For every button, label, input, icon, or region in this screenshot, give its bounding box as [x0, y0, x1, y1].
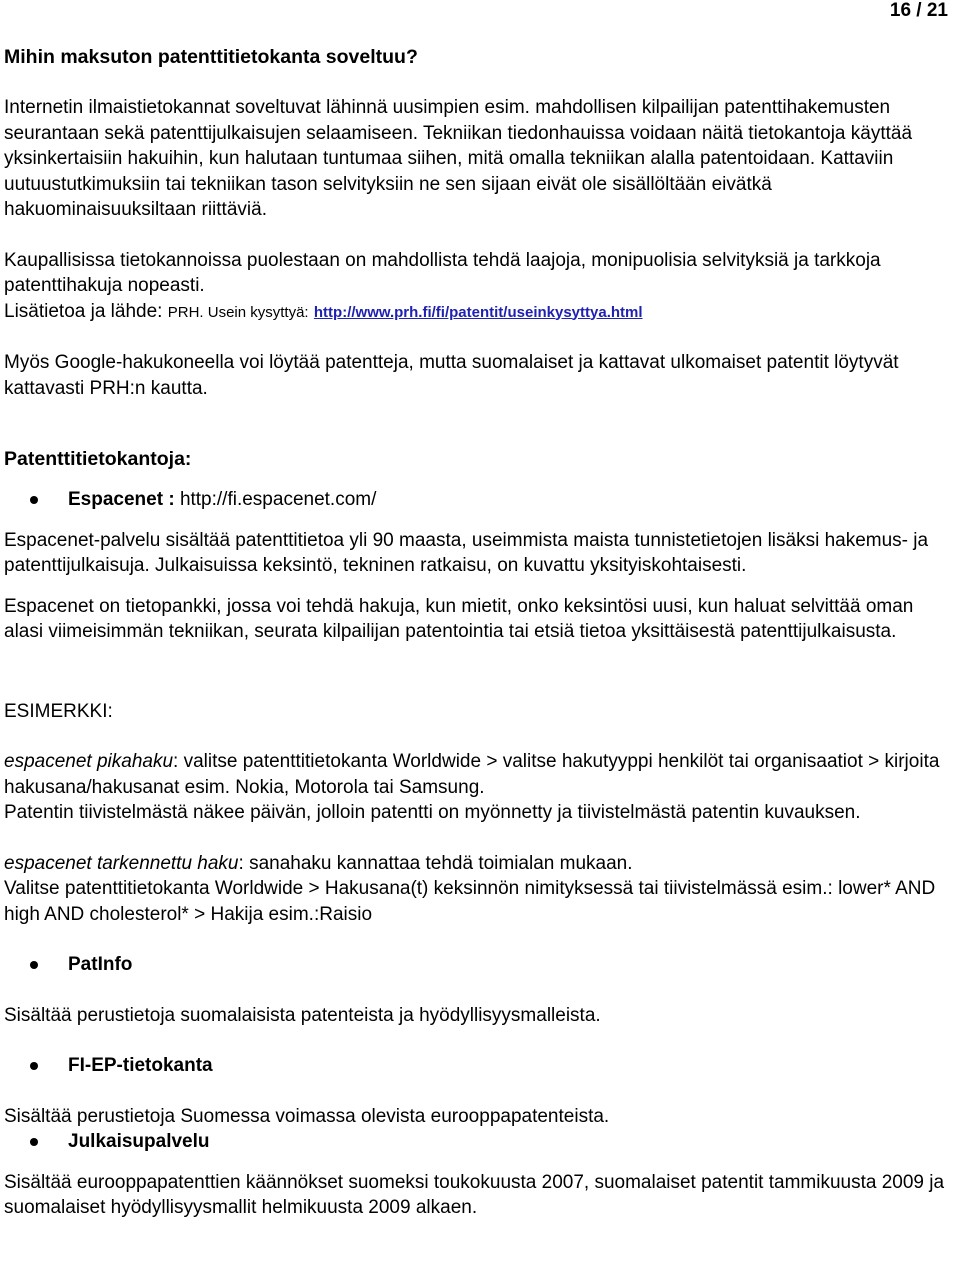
page-title: Mihin maksuton patenttitietokanta soveltuu?	[4, 46, 418, 68]
document-body	[4, 44, 954, 1221]
julkaisupalvelu-bullet-item	[4, 1129, 954, 1155]
more-info-label: Lisätietoa ja lähde:	[4, 300, 163, 322]
fiep-bullet-item	[4, 1053, 954, 1079]
patinfo-description: Sisältää perustietoja suomalaisista patenteista ja hyödyllisyysmalleista.	[4, 1004, 601, 1026]
espacenet-name: Espacenet :	[68, 489, 175, 510]
espacenet-url[interactable]: http://fi.espacenet.com/	[179, 489, 377, 510]
databases-heading: Patenttitietokantoja:	[4, 448, 192, 470]
google-paragraph: Myös Google-hakukoneella voi löytää patentteja, mutta suomalaiset ja kattavat ulkomaiset patentit löytyvät kattavasti PRH:n kautta.	[4, 352, 899, 399]
fiep-description: Sisältää perustietoja Suomessa voimassa olevista eurooppapatenteista.	[4, 1105, 610, 1127]
example-heading: ESIMERKKI:	[4, 700, 113, 722]
bullet-icon	[30, 496, 38, 504]
example-advanced-note: Valitse patenttitietokanta Worldwide > Hakusana(t) keksinnön nimityksessä tai tiivistelmässä esim.: lower* AND high AND cholesterol* > Hakija esim.:Raisio	[4, 878, 936, 925]
bullet-icon	[30, 1138, 38, 1146]
prh-faq-link[interactable]: http://www.prh.fi/fi/patentit/useinkysyttya.html	[313, 303, 643, 321]
intro-paragraph: Internetin ilmaistietokannat soveltuvat lähinnä uusimpien esim. mahdollisen kilpailijan patenttihakemusten seurantaan sekä patenttijulkaisujen selaamiseen. Tekniikan tiedonhauissa voidaan näitä tietokantoja käyttää yksinkertaisiin hakuihin, kun halutaan tuntumaa siihen, mitä omalla tekniikan alalla patentoidaan. Kattaviin uutuustutkimuksiin tai tekniikan tason selvityksiin ne sen sijaan eivät ole sisällöltään eivätkä hakuominaisuuksiltaan riittäviä.	[4, 97, 913, 220]
bullet-icon	[30, 961, 38, 969]
espacenet-bullet-item	[4, 487, 954, 513]
page-number: 16 / 21	[889, 0, 948, 21]
example-quick-note: Patentin tiivistelmästä näkee päivän, jolloin patentti on myönnetty ja tiivistelmästä patentin kuvauksen.	[4, 802, 861, 823]
espacenet-description-2: Espacenet on tietopankki, jossa voi tehdä hakuja, kun mietit, onko keksintösi uusi, kun haluat selvittää oman alasi viimeisimmän tekniikan, seurata kilpailijan patentointia tai etsiä tietoa yksittäisestä patenttijulkaisusta.	[4, 595, 914, 642]
example-quick-search	[4, 749, 954, 800]
patinfo-bullet-item	[4, 952, 954, 978]
espacenet-description-1: Espacenet-palvelu sisältää patenttitietoa yli 90 maasta, useimmista maista tunnistetietojen lisäksi hakemus- ja patenttijulkaisuja. Julkaisuissa keksintö, tekninen ratkaisu, on kuvattu yksityiskohtaisesti.	[4, 529, 929, 576]
quick-search-label: espacenet pikahaku	[4, 751, 174, 772]
example-advanced-search	[4, 851, 954, 877]
commercial-paragraph: Kaupallisissa tietokannoissa puolestaan on mahdollista tehdä laajoja, monipuolisia selvityksiä ja tarkkoja patenttihakuja nopeasti.	[4, 249, 881, 296]
bullet-icon	[30, 1062, 38, 1070]
fiep-name: FI-EP-tietokanta	[68, 1055, 213, 1076]
quick-search-text: : valitse patenttitietokanta Worldwide > valitse hakutyyppi henkilöt tai organisaatiot > kirjoita hakusana/hakusanat esim. Nokia, Motorola tai Samsung.	[4, 751, 940, 798]
julkaisupalvelu-name: Julkaisupalvelu	[68, 1131, 210, 1152]
more-info-source: PRH. Usein kysyttyä:	[167, 303, 309, 321]
patinfo-name: PatInfo	[68, 954, 133, 975]
advanced-search-text: : sanahaku kannattaa tehdä toimialan mukaan.	[238, 852, 633, 874]
julkaisupalvelu-description: Sisältää eurooppapatenttien käännökset suomeksi toukokuusta 2007, suomalaiset patentit tammikuusta 2009 ja suomalaiset hyödyllisyysmallit helmikuusta 2009 alkaen.	[4, 1171, 945, 1218]
advanced-search-label: espacenet tarkennettu haku	[4, 852, 239, 874]
more-info-line	[4, 299, 954, 326]
